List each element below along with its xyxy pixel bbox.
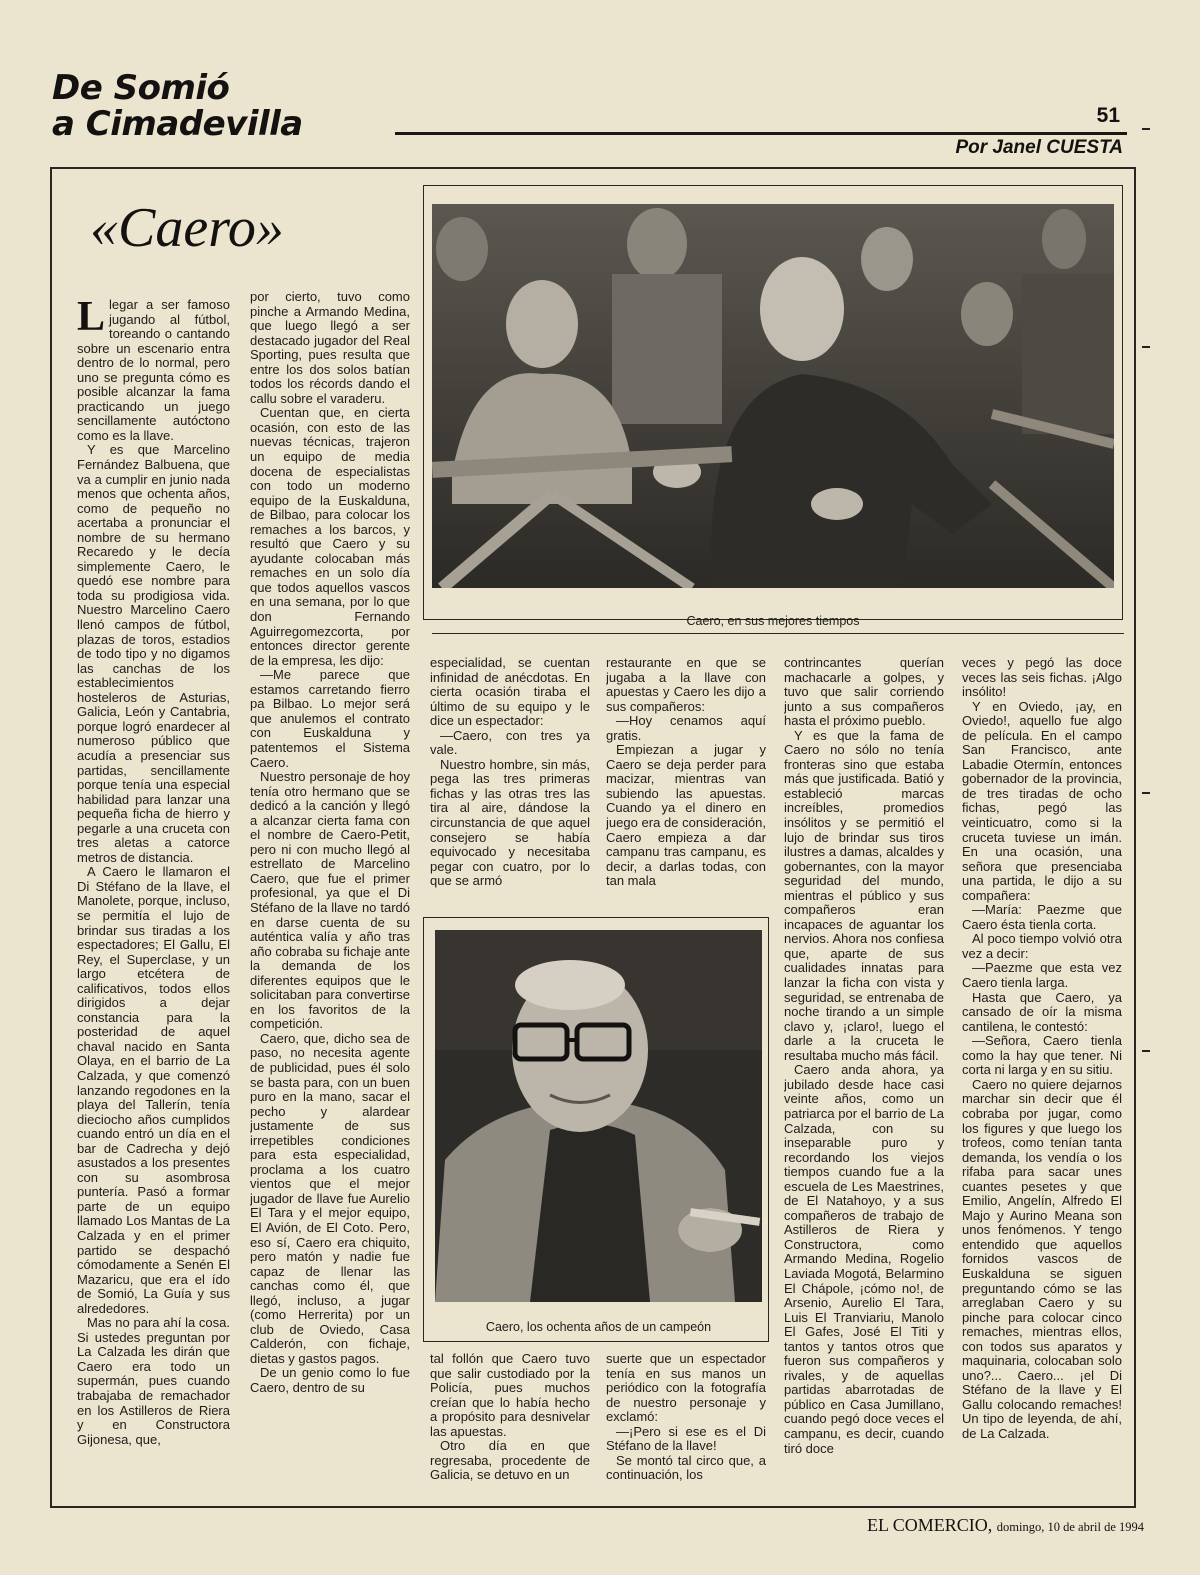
crowd-photo-image	[432, 204, 1114, 588]
paragraph-text: legar a ser famoso jugando al fútbol, toreando o cantando sobre un escenario entra dentro de lo normal, pero uno se pregunta cómo es posible alcanzar la fama practicando un juego sencillamente autóctono como es la llave.	[77, 298, 230, 443]
margin-mark	[1142, 792, 1150, 794]
paragraph: Caero no quiere dejarnos marchar sin decir que él cobraba por jugar, como los figures y que luego los trofeos, como tenían tanta demanda, los vendía o los rifaba para sacar unes cuantes pesetes y que Emilio, Angelín, Alfredo El Majo y Aurino Meana son unos fenómenos. Y tengo entendido que aquellos fornidos vascos de Euskalduna se siguen preguntando cómo se las arreglaban Caero y su pinche para colocar cinco remaches, mientras ellos, con todos sus aparatos y maquinaria, colocaban solo uno?... Caero... ¡el Di Stéfano de la llave y El Gallu colocando remaches! Un tipo de leyenda, de ahí, de La Calzada.	[962, 1076, 1122, 1441]
section-title-line2: a Cimadevilla	[52, 104, 303, 144]
paragraph: Y es que la fama de Caero no sólo no tenía fronteras sino que estaba más que justificada. Batió y estableció marcas increíbles, promedios insólitos y se permitió el lujo de brindar sus tiros ilustres a damas, alcaldes y gobernantes, con la mayor seguridad del mundo, mientras el público y sus compañeros eran incapaces de aguantar los nervios. Ahora nos confiesa que, aparte de sus cualidades innatas para lanzar la ficha con vista y seguridad, se entrenaba de noche tirando a un simple clavo y, ¡claro!, luego el darle a la cruceta le resultaba mucho más fácil.	[784, 727, 944, 1063]
paragraph: Hasta que Caero, ya cansado de oír la misma cantilena, le contestó:	[962, 989, 1122, 1034]
paragraph: —Me parece que estamos carretando fierro pa Bilbao. Lo mejor será que anulemos el contrato con Euskalduna y patentemos el Sistema Caero.	[250, 667, 410, 770]
header-rule	[395, 132, 1127, 135]
paragraph: —Señora, Caero tienla como la hay que tener. Ni corta ni larga y en su sitiu.	[962, 1033, 1122, 1078]
top-photo	[432, 204, 1114, 588]
text-column-1	[77, 298, 230, 1498]
margin-mark	[1142, 128, 1150, 130]
text-column-6	[962, 656, 1122, 1492]
paragraph: De un genio como lo fue Caero, dentro de su	[250, 1365, 410, 1396]
headline: «Caero»	[90, 197, 284, 259]
text-column-3-bottom	[430, 1352, 590, 1492]
text-column-4-bottom	[606, 1352, 766, 1492]
text-column-4-top	[606, 656, 766, 911]
paragraph: Y en Oviedo, ¡ay, en Oviedo!, aquello fue algo de película. En el campo San Francisco, ante Labadie Otermín, entonces gobernador de la provincia, de tres tiradas de ocho fichas, pegó las veinticuatro, como si la cruceta tuviese un imán. En una ocasión, una señora que presenciaba una partida, le dijo a su compañera:	[962, 698, 1122, 903]
bottom-photo	[435, 930, 762, 1302]
margin-mark	[1142, 1050, 1150, 1052]
paragraph: Caero, que, dicho sea de paso, no necesita agente de publicidad, pues él solo se basta para, con un buen puro en la mano, sacar el pecho y alardear justamente de sus irrepetibles condiciones para esta especialidad, proclama a los cuatro vientos que el mejor jugador de llave fue Aurelio El Tara y el mejor equipo, El Avión, de El Coto. Pero, eso sí, Caero era chiquito, pero matón y nadie fue capaz de llenar las canchas como él, que llegó, incluso, a jugar (como Herrerita) por un club de Oviedo, Casa Calderón, con fichaje, dietas y gastos pagos.	[250, 1030, 410, 1366]
byline: Por Janel CUESTA	[955, 137, 1123, 158]
paragraph: suerte que un espectador tenía en sus manos un periódico con la fotografía de nuestro personaje y exclamó:	[606, 1352, 766, 1425]
publication-date: domingo, 10 de abril de 1994	[996, 1520, 1144, 1534]
paragraph: tal follón que Caero tuvo que salir custodiado por la Policía, pues muchos creían que lo había hecho a propósito para desnivelar las apuestas.	[430, 1352, 590, 1439]
paragraph: —Paezme que esta vez Caero tienla larga.	[962, 960, 1122, 991]
paragraph	[77, 298, 230, 443]
paragraph: Se montó tal circo que, a continuación, los	[606, 1452, 766, 1483]
paragraph: Otro día en que regresaba, procedente de Galicia, se detuvo en un	[430, 1438, 590, 1483]
paragraph: Caero anda ahora, ya jubilado desde hace casi veinte años, como un patriarca por el barrio de La Calzada, con su inseparable puro y recordando los viejos tiempos cuando fue a la escuela de Les Maestrines, de El Natahoyo, y a sus compañeros de trabajo de Astilleros de Riera y Constructora, como Armando Medina, Rogelio Laviada Mogotá, Belarmino El Chápole, ¡cómo no!, de Arsenio, Aurelio El Tara, Luis El Tranviariu, Manolo El Gafes, José El Titi y tantos y tantos otros que fueron sus compañeros y rivales, y de aquellas partidas abarrotadas de público en Casa Jumillano, cuando pegó doce veces el campanu, es decir, cuando tiró doce	[784, 1062, 944, 1456]
footer	[867, 1515, 1144, 1536]
paragraph: Al poco tiempo volvió otra vez a decir:	[962, 931, 1122, 961]
margin-mark	[1142, 346, 1150, 348]
paragraph: —¡Pero si ese es el Di Stéfano de la llave!	[606, 1423, 766, 1454]
drop-cap: L	[77, 298, 106, 340]
paragraph: Cuentan que, en cierta ocasión, con esto de las nuevas técnicas, trajeron un equipo de media docena de especialistas con todo un moderno equipo de la Euskalduna, de Bilbao, para colocar los remaches a los barcos, y resultó que Caero y su ayudante colocaban más remaches en un solo día que todos aquellos vascos en una semana, por lo que don Fernando Aguirregomezcorta, por entonces director gerente de la empresa, les dijo:	[250, 405, 410, 668]
paragraph: A Caero le llamaron el Di Stéfano de la llave, el Manolete, porque, incluso, se permitía el lujo de brindar sus tiradas a los espectadores; El Gallu, El Rey, el Superclase, y un largo etcétera de calificativos, todos ellos dirigidos a dejar constancia para la posteridad de aquel chaval nacido en Santa Olaya, en el barrio de La Calzada, y que comenzó lanzando regodones en la playa del Tallerín, tenía dieciocho años cumplidos cuando entró un día en el bar de Cadrecha y dejó asustados a los presentes con su asombrosa puntería. Pasó a formar parte de un equipo llamado Los Mantas de La Calzada y en el primer partido se despachó cómodamente a Senén El Mazaricu, que era el ído de Somió, La Guía y sus alrededores.	[77, 864, 230, 1316]
paragraph: —María: Paezme que Caero ésta tienla corta.	[962, 902, 1122, 932]
top-photo-caption: Caero, en sus mejores tiempos	[686, 614, 860, 628]
paragraph: Nuestro personaje de hoy tenía otro hermano que se dedicó a la canción y llegó a alcanzar cierta fama con el nombre de Caero-Petit, pero ni con mucho llegó al estrellato de Marcelino Caero, que fue el primer profesional, ya que el Di Stéfano de la llave no tardó en darse cuenta de su auténtica valía y año tras año cobraba su fichaje ante la demanda de los diferentes equipos que le solicitaban para convertirse en los favoritos de la competición.	[250, 769, 410, 1032]
paragraph: especialidad, se cuentan infinidad de anécdotas. En cierta ocasión tiraba el último de su equipo y le dice un espectador:	[430, 656, 590, 729]
section-title-line1: De Somió	[52, 68, 230, 108]
paragraph: Nuestro hombre, sin más, pega las tres primeras fichas y las otras tres las tira al aire, dándose la circunstancia de que aquel consejero se había equivocado y necesitaba pegar con cuatro, por lo que se armó	[430, 756, 590, 889]
paragraph: por cierto, tuvo como pinche a Armando Medina, que luego llegó a ser destacado jugador del Real Sporting, pues resulta que entre los dos solos batían todos los récords dando el callu sobre el varaderu.	[250, 290, 410, 406]
newspaper-name: EL COMERCIO,	[866, 1515, 993, 1535]
paragraph: Mas no para ahí la cosa. Si ustedes preguntan por La Calzada les dirán que Caero era todo un supermán, pues cuando trabajaba de remachador en los Astilleros de Riera y en Constructora Gijonesa, que,	[77, 1315, 230, 1447]
page-number: 51	[1096, 104, 1120, 127]
paragraph: restaurante en que se jugaba a la llave con apuestas y Caero les dijo a sus compañeros:	[606, 656, 766, 714]
text-column-5	[784, 656, 944, 1492]
caption-rule	[432, 633, 1124, 634]
paragraph: contrincantes querían machacarle a golpes, y tuvo que salir corriendo junto a sus compañeros hasta el próximo pueblo.	[784, 656, 944, 729]
paragraph: veces y pegó las doce veces las seis fichas. ¡Algo insólito!	[962, 656, 1122, 700]
section-title	[52, 70, 303, 142]
text-column-2	[250, 290, 410, 1498]
text-column-3-top	[430, 656, 590, 911]
paragraph: —Hoy cenamos aquí gratis.	[606, 713, 766, 743]
paragraph: Empiezan a jugar y Caero se deja perder para macizar, mientras van subiendo las apuestas. Cuando ya el dinero en juego era de consideración, Caero empieza a dar campanu tras campanu, es decir, a darlas todas, con tan mala	[606, 742, 766, 889]
paragraph: Y es que Marcelino Fernández Balbuena, que va a cumplir en junio nada menos que ochenta años, como de pequeño no acertaba a pronunciar el nombre de su hermano Recaredo y le decía simplemente Caero, le quedó ese nombre para toda su prodigiosa vida. Nuestro Marcelino Caero llenó campos de fútbol, plazas de toros, estadios de todo tipo y no digamos las canchas de los establecimientos hosteleros de Asturias, Galicia, León y Cantabria, porque logró enardecer al numeroso público que acudía a presenciar sus partidas, sencillamente porque tenía una especial habilidad para lanzar una pequeña ficha de hierro y pegarle a una cruceta con tres aletas a catorce metros de distancia.	[77, 442, 230, 865]
paragraph: —Caero, con tres ya vale.	[430, 727, 590, 758]
portrait-photo-image	[435, 930, 762, 1302]
bottom-photo-caption: Caero, los ochenta años de un campeón	[485, 1320, 712, 1334]
